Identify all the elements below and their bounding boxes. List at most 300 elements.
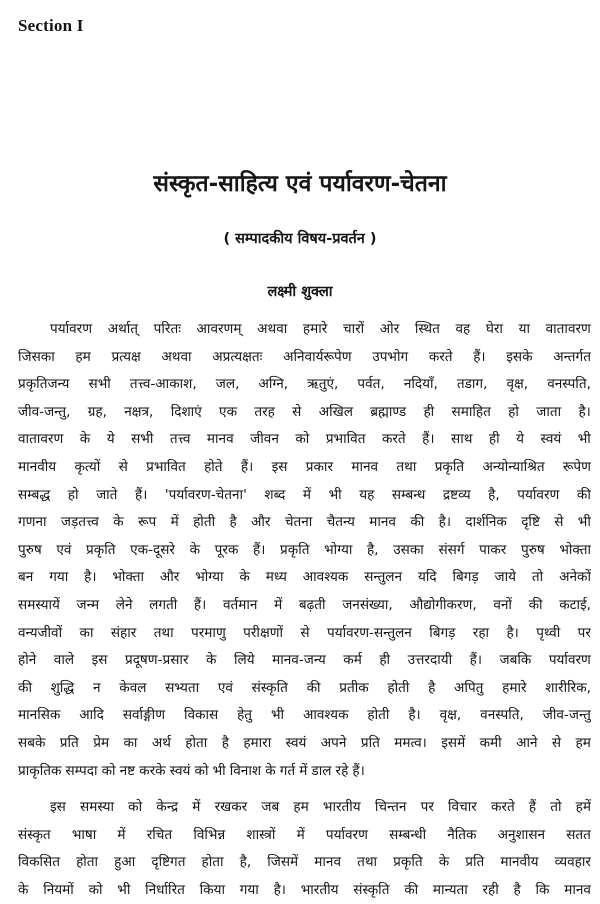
- word: बढ़ती: [298, 596, 326, 613]
- word: सबके: [18, 734, 46, 751]
- word: शारीरिक,: [545, 679, 591, 696]
- word: सभ्यता: [165, 679, 200, 696]
- word: मानव: [369, 514, 396, 531]
- word: प्रभावित: [325, 431, 366, 448]
- word: प्रतीक: [339, 679, 369, 696]
- word: पाकर: [479, 541, 507, 558]
- word: ही: [488, 431, 500, 448]
- text-line: [18, 620, 591, 648]
- word: आने: [516, 734, 538, 751]
- word: प्रति: [59, 734, 79, 751]
- word: साथ: [451, 431, 473, 448]
- word: की: [528, 596, 543, 613]
- word: प्रकृतिजन्य: [18, 376, 70, 393]
- word: करके: [139, 762, 166, 779]
- word: सम्बद्ध: [18, 486, 51, 503]
- word: के: [79, 431, 91, 448]
- word: अपितु: [454, 679, 484, 696]
- word: जिसमें: [267, 854, 299, 871]
- word: चैतन्य: [326, 514, 355, 531]
- word: को: [88, 881, 103, 898]
- word: वातावरण: [18, 431, 64, 448]
- word: विभिन्न: [193, 826, 226, 843]
- word: से: [292, 403, 302, 420]
- word: और: [159, 569, 180, 586]
- word: अप्रत्यक्षतः: [212, 348, 263, 365]
- word: के: [265, 762, 276, 779]
- word: जीवन: [250, 431, 279, 448]
- text-line: [18, 399, 591, 427]
- word: है।: [408, 707, 421, 724]
- word: में: [302, 486, 312, 503]
- word: अन्योन्याश्रित: [482, 458, 545, 475]
- word: हैं।: [193, 596, 207, 613]
- word: प्रकृति: [280, 541, 310, 558]
- word: हमारे: [302, 321, 328, 337]
- word: वनों: [493, 596, 512, 613]
- word: भी: [270, 707, 285, 724]
- word: पर्यावरण-सन्तुलन: [326, 624, 412, 641]
- word: है,: [488, 486, 500, 503]
- word: परितः: [153, 321, 181, 337]
- word: दिशाएं: [170, 403, 202, 420]
- word: जन्म: [76, 596, 100, 613]
- word: ओर: [379, 321, 400, 337]
- word: भोक्ता: [559, 541, 591, 558]
- word: होता: [76, 854, 99, 871]
- word: करते: [381, 431, 406, 448]
- word: हैं।: [422, 431, 435, 448]
- word: मानव: [314, 854, 342, 871]
- word: हैं।: [473, 348, 486, 365]
- word: भी: [577, 431, 591, 448]
- word: रचित: [146, 826, 173, 843]
- word: रूपेण: [562, 458, 591, 475]
- word: जनसंख्या,: [342, 596, 393, 613]
- word: जीव-जन्तु: [542, 707, 591, 724]
- word: होते: [204, 458, 223, 475]
- word: संसर्ग: [438, 541, 465, 558]
- word: संस्कृत: [18, 826, 51, 843]
- word: रखकर: [214, 799, 248, 816]
- text-line: [18, 849, 591, 877]
- word: की: [404, 881, 419, 898]
- word: की: [18, 679, 32, 696]
- word: औद्योगीकरण,: [409, 596, 477, 613]
- word: कमी: [479, 734, 502, 751]
- word: मध्य: [265, 569, 287, 586]
- word: में: [192, 799, 201, 816]
- text-line: [18, 454, 591, 482]
- word: गणना: [18, 514, 47, 531]
- word: बिगड़: [429, 624, 456, 641]
- word: वाले: [53, 652, 75, 669]
- word: के: [189, 541, 201, 558]
- text-line: [18, 822, 591, 850]
- word: जीव-जन्तु,: [18, 403, 71, 420]
- word: प्रति: [360, 734, 380, 751]
- word: नैतिक: [447, 826, 477, 843]
- word: के: [239, 569, 250, 586]
- word: प्रति: [465, 854, 485, 871]
- word: पुरुष: [521, 541, 545, 558]
- word: को: [194, 762, 209, 779]
- author-name: लक्ष्मी शुक्ला: [267, 284, 333, 300]
- word: घेरा: [485, 321, 503, 337]
- word: ये: [106, 431, 115, 448]
- word: जल,: [215, 376, 240, 393]
- word: के: [206, 652, 217, 669]
- word: विकास: [183, 707, 219, 724]
- word: मानव: [351, 458, 379, 475]
- word: सम्बन्ध: [391, 486, 426, 503]
- word: समाहित: [451, 403, 491, 420]
- text-line: [18, 702, 591, 730]
- word: बन: [18, 569, 34, 586]
- word: के: [113, 514, 124, 531]
- word: में: [299, 762, 308, 779]
- word: स्थित: [414, 321, 440, 337]
- word: होने: [18, 652, 37, 669]
- word: होता: [185, 734, 208, 751]
- word: लिये: [233, 652, 255, 669]
- word: अग्नि,: [258, 376, 289, 393]
- word: गर्त: [279, 762, 296, 779]
- word: सभी: [131, 431, 154, 448]
- word: चिन्तन: [374, 799, 407, 816]
- word: प्रकृति: [393, 854, 423, 871]
- word: भोक्ता: [112, 569, 145, 586]
- word: भोग्या: [195, 569, 224, 586]
- word: रहा: [472, 624, 490, 641]
- word: होती: [387, 679, 410, 696]
- section-label: Section I: [18, 16, 84, 35]
- word: सर्वाङ्गीण: [122, 707, 166, 724]
- word: होता: [201, 854, 224, 871]
- word: हो: [508, 403, 519, 420]
- word: दृष्टि: [521, 514, 540, 531]
- word: ममत्व।: [394, 734, 427, 751]
- word: जब: [261, 799, 280, 816]
- word: मानवीय: [500, 854, 539, 871]
- word: प्रकृति: [86, 541, 116, 558]
- word: तत्त्व: [169, 431, 191, 448]
- word: तडाग,: [456, 376, 488, 393]
- word: पर्यावरण: [548, 652, 591, 669]
- word: वनस्पति,: [480, 707, 524, 724]
- word: पृथ्वी: [536, 624, 561, 641]
- text-line: [18, 794, 591, 822]
- word: न: [93, 679, 101, 696]
- word: हैं।: [134, 486, 148, 503]
- word: मानवीय: [18, 458, 57, 475]
- word: है,: [367, 541, 379, 558]
- word: ग्रह,: [87, 403, 107, 420]
- word: का: [123, 734, 138, 751]
- word: प्रेम: [93, 734, 110, 751]
- word: अनुशासन: [497, 826, 546, 843]
- word: में: [296, 826, 305, 843]
- word: भारतीय: [300, 881, 339, 898]
- word: अनेकों: [559, 569, 591, 586]
- word: ऋतुएं,: [307, 376, 339, 393]
- word: हैं।: [352, 762, 365, 779]
- word: परीक्षणों: [243, 624, 284, 641]
- word: वन्यजीवों: [18, 624, 63, 641]
- word: भी: [212, 762, 226, 779]
- page-subtitle: ( सम्पादकीय विषय-प्रवर्तन ): [223, 231, 377, 247]
- word: है।: [438, 514, 452, 531]
- word: हो: [67, 486, 79, 503]
- word: प्रदूषण-प्रसार: [124, 652, 189, 669]
- word: प्रत्यक्ष: [111, 348, 141, 365]
- word: है।: [578, 403, 591, 420]
- word: बिगड़: [452, 569, 479, 586]
- word: जाता: [536, 403, 562, 420]
- text-line: [18, 647, 591, 675]
- word: है: [428, 679, 436, 696]
- word: वह: [455, 321, 471, 337]
- word: मानव: [564, 881, 591, 898]
- word: विचार: [448, 799, 477, 816]
- word: स्वयं: [169, 762, 191, 779]
- text-line: [18, 537, 591, 565]
- word: चारों: [342, 321, 365, 337]
- word: है।: [273, 881, 286, 898]
- word: कर्म: [343, 652, 362, 669]
- word: पुरुष: [18, 541, 42, 558]
- text-line: [18, 344, 591, 372]
- word: तरह: [254, 403, 275, 420]
- word: एक: [219, 403, 238, 420]
- word: वातावरण: [545, 321, 591, 337]
- word: तथा: [153, 624, 174, 641]
- word: है।: [506, 624, 519, 641]
- word: सन्तुलन: [364, 569, 403, 586]
- word: अथवा: [161, 348, 192, 365]
- word: चेतना: [284, 514, 313, 531]
- word: उपभोग: [372, 348, 409, 365]
- word: भी: [117, 881, 131, 898]
- word: होती: [367, 707, 390, 724]
- word: विनाश: [229, 762, 262, 779]
- word: नष्ट: [119, 762, 136, 779]
- word: हमारा: [243, 734, 272, 751]
- word: भी: [577, 514, 591, 531]
- word: लेने: [115, 596, 133, 613]
- word: केवल: [119, 679, 147, 696]
- word: पर: [577, 624, 591, 641]
- word: से: [551, 734, 562, 751]
- word: से: [554, 514, 564, 531]
- word: समस्या: [80, 799, 115, 816]
- word: अथवा: [257, 321, 288, 337]
- word: शुद्धि: [50, 679, 75, 696]
- word: केन्द्र: [156, 799, 179, 816]
- word: इस: [50, 799, 66, 816]
- word: वृक्ष,: [439, 707, 462, 724]
- word: वृक्ष,: [506, 376, 529, 393]
- word: का: [79, 624, 94, 641]
- word: है।: [84, 569, 97, 586]
- word: से: [118, 458, 128, 475]
- word: प्रभावित: [146, 458, 186, 475]
- word: को: [101, 762, 116, 779]
- word: यह: [359, 486, 375, 503]
- word: पर्यावरण: [325, 826, 368, 843]
- word: अनिवार्यरूपेण: [283, 348, 352, 365]
- word: इसमें: [441, 734, 466, 751]
- word: हम: [293, 799, 309, 816]
- word: वर्तमान: [222, 596, 258, 613]
- word: के: [18, 881, 29, 898]
- word: जाते: [96, 486, 118, 503]
- word: वनस्पति,: [547, 376, 591, 393]
- word: ही: [423, 403, 435, 420]
- word: स्वयं: [285, 734, 307, 751]
- word: भारतीय: [322, 799, 361, 816]
- word: भोग्या: [324, 541, 353, 558]
- word: सम्बन्धी: [389, 826, 427, 843]
- word: भी: [328, 486, 342, 503]
- word: प्राकृतिक: [18, 762, 62, 779]
- word: अखिल: [318, 403, 353, 420]
- text-line: [18, 758, 591, 786]
- word: ब्रह्माण्ड: [370, 403, 407, 420]
- word: संस्कृति: [353, 881, 390, 898]
- word: करते: [428, 348, 453, 365]
- word: प्रकार: [305, 458, 334, 475]
- word: की: [410, 514, 425, 531]
- word: है: [221, 734, 229, 751]
- word: सम्पदा: [65, 762, 98, 779]
- word: मान्यता: [432, 881, 468, 898]
- word: शब्द: [264, 486, 286, 503]
- word: में: [170, 514, 179, 531]
- text-line: [18, 509, 591, 537]
- word: आवरणम्: [196, 321, 242, 337]
- word: रहे: [335, 762, 349, 779]
- word: इस: [91, 652, 108, 669]
- word: एवं: [217, 679, 233, 696]
- word: के: [438, 854, 450, 871]
- word: पर्यावरण: [50, 321, 93, 337]
- text-line: [18, 316, 591, 344]
- word: सभी: [88, 376, 111, 393]
- word: ये: [516, 431, 525, 448]
- word: की: [576, 486, 591, 503]
- word: तत्त्व-आकाश,: [129, 376, 197, 393]
- word: को: [295, 431, 310, 448]
- word: समस्यायें: [18, 596, 60, 613]
- word: निर्धारित: [145, 881, 185, 898]
- word: रही: [482, 881, 499, 898]
- word: शास्त्रों: [246, 826, 276, 843]
- word: दृष्टिगत: [151, 854, 186, 871]
- word: ही: [379, 652, 391, 669]
- word: 'पर्यावरण-चेतना': [164, 486, 247, 503]
- word: है: [513, 881, 521, 898]
- word: भाषा: [71, 826, 97, 843]
- word: हैं: [528, 799, 537, 816]
- word: डाल: [311, 762, 332, 779]
- word: आदि: [79, 707, 104, 724]
- word: पर: [420, 799, 434, 816]
- word: हेतु: [237, 707, 253, 724]
- word: आवश्यक: [302, 707, 349, 724]
- word: पूरक: [214, 541, 239, 558]
- word: जड़तत्त्व: [60, 514, 99, 531]
- word: हैं।: [469, 652, 482, 669]
- word: दार्शनिक: [465, 514, 507, 531]
- word: संहार: [110, 624, 137, 641]
- word: तो: [531, 569, 544, 586]
- word: मानव-जन्य: [272, 652, 326, 669]
- body-text: [18, 316, 591, 904]
- word: मानव: [206, 431, 234, 448]
- word: स्वयं: [540, 431, 562, 448]
- word: है: [229, 514, 237, 531]
- word: एवं: [56, 541, 72, 558]
- word: उत्तरदायी: [407, 652, 453, 669]
- word: करते: [490, 799, 515, 816]
- word: में: [117, 826, 126, 843]
- word: आवश्यक: [302, 569, 349, 586]
- word: पर्वत,: [357, 376, 385, 393]
- word: पर्यावरण: [517, 486, 560, 503]
- word: हुआ: [114, 854, 136, 871]
- word: प्रकृति: [434, 458, 465, 475]
- word: लगती: [149, 596, 178, 613]
- word: हैं।: [253, 541, 266, 558]
- word: को: [128, 799, 143, 816]
- word: हैं।: [240, 458, 254, 475]
- word: सतत: [566, 826, 591, 843]
- word: संस्कृति: [251, 679, 288, 696]
- word: हमें: [575, 799, 591, 816]
- text-line: [18, 482, 591, 510]
- word: हमारे: [502, 679, 527, 696]
- word: तो: [550, 799, 562, 816]
- word: परमाणु: [191, 624, 226, 641]
- word: उसका: [393, 541, 424, 558]
- word: अन्तर्गत: [553, 348, 591, 365]
- text-line: [18, 371, 591, 399]
- word: तथा: [357, 854, 378, 871]
- text-line: [18, 592, 591, 620]
- text-line: [18, 426, 591, 454]
- word: किया: [199, 881, 226, 898]
- word: नक्षत्र,: [124, 403, 154, 420]
- word: यदि: [417, 569, 437, 586]
- word: तथा: [396, 458, 417, 475]
- word: की: [306, 679, 321, 696]
- word: कृत्यों: [74, 458, 101, 475]
- word: गया: [239, 881, 259, 898]
- page-title: संस्कृत-साहित्य एवं पर्यावरण-चेतना: [153, 171, 447, 197]
- word: इसके: [506, 348, 533, 365]
- word: होती: [193, 514, 216, 531]
- word: कि: [535, 881, 550, 898]
- word: से: [300, 624, 310, 641]
- word: रूप: [137, 514, 157, 531]
- word: अर्थात्: [107, 321, 139, 337]
- word: जबकि: [499, 652, 532, 669]
- text-line: [18, 730, 591, 758]
- word: व्यवहार: [554, 854, 591, 871]
- word: या: [518, 321, 530, 337]
- text-line: [18, 564, 591, 592]
